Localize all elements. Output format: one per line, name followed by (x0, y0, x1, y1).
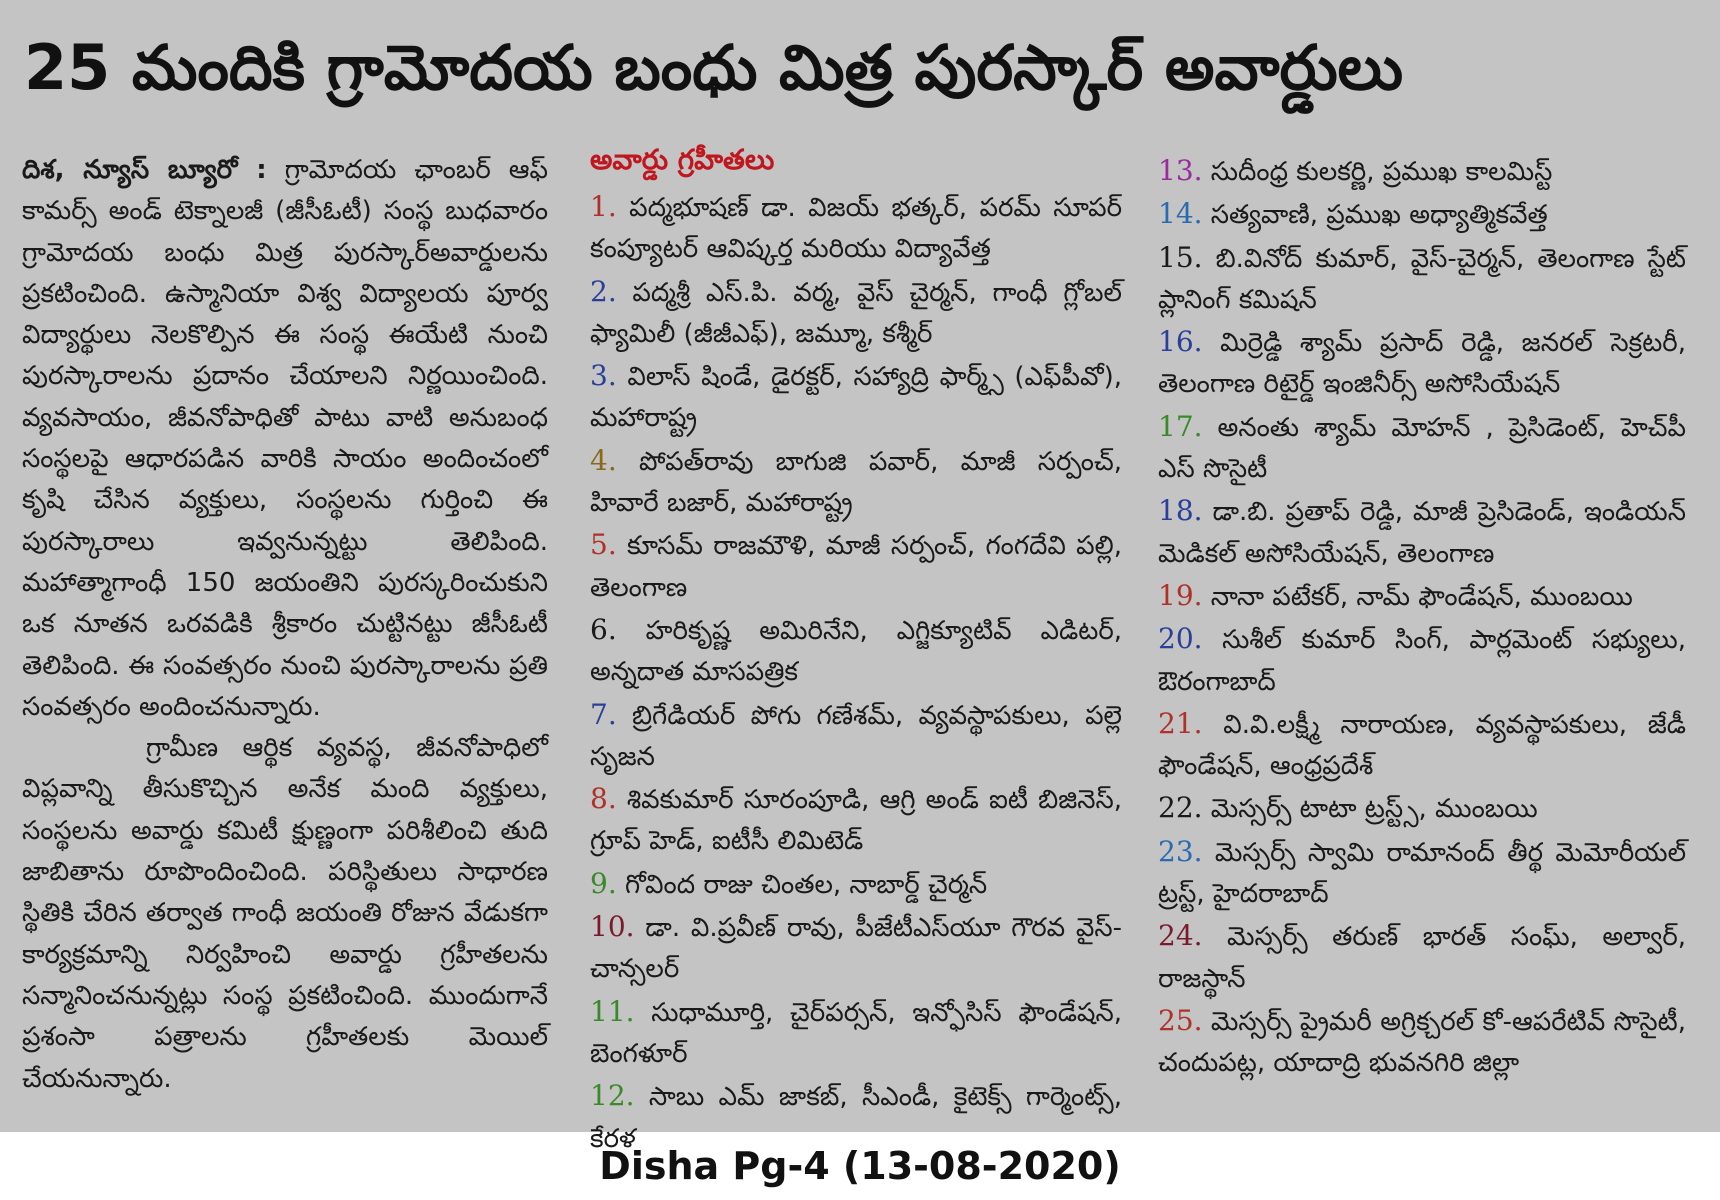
awardee-item (590, 906, 1122, 991)
awardee-text: బ్రిగేడియర్ పోగు గణేశమ్, వ్యవస్థాపకులు, పల్లె సృజన (590, 700, 1122, 772)
awardee-text: పోపత్‌రావు బాగుజి పవార్, మాజీ సర్పంచ్, హివారే బజార్, మహారాష్ట్ర (590, 446, 1122, 519)
awardee-item (590, 778, 1122, 863)
awardee-item (1158, 787, 1686, 830)
awardee-text: మిర్రెడ్డి శ్యామ్ ప్రసాద్ రెడ్డి, జనరల్ సెక్రటరీ, తెలంగాణ రిటైర్డ్ ఇంజినీర్స్ అసోసియేషన్ (1158, 328, 1686, 400)
awardee-item (590, 186, 1122, 271)
awardee-item (1158, 321, 1686, 406)
awardee-item (1158, 831, 1686, 916)
awardee-item (590, 271, 1122, 356)
byline: దిశ, న్యూస్ బ్యూరో : (22, 155, 267, 185)
awardee-text: విలాస్ షిండే, డైరక్టర్, సహ్యాద్రి ఫార్మ్స్ (ఎఫ్‌పీవో), మహారాష్ట్ర (590, 362, 1122, 434)
awardee-number: 22. (1158, 791, 1203, 825)
awardee-text: సుధామూర్తి, చైర్‌పర్సన్, ఇన్ఫోసిస్ ఫౌండేషన్, బెంగళూర్ (590, 997, 1122, 1069)
awardee-item (1158, 915, 1686, 1000)
awardee-number: 2. (590, 274, 617, 308)
awardee-item (1158, 237, 1686, 322)
article-paragraph-1 (22, 150, 548, 728)
awardee-text: సాబు ఎమ్ జాకబ్, సీఎండీ, కైటెక్స్ గార్మెంట్స్, కేరళ (590, 1082, 1122, 1154)
awardee-item (1158, 1000, 1686, 1085)
awardee-item (1158, 193, 1686, 236)
awardee-number: 14. (1158, 197, 1203, 231)
awardee-text: శివకుమార్ సూరంపూడి, ఆగ్రి అండ్ ఐటీ బిజినెస్, గ్రూప్ హెడ్, ఐటీసీ లిమిటెడ్ (590, 785, 1122, 857)
awardee-number: 15. (1158, 240, 1203, 274)
awardee-text: వి.వి.లక్ష్మీ నారాయణ, వ్యవస్థాపకులు, జేడీ ఫౌండేషన్, ఆంధ్రప్రదేశ్ (1158, 709, 1686, 782)
awardee-number: 13. (1158, 154, 1203, 187)
awardees-column-2 (1158, 150, 1686, 1085)
awardees-column-1 (590, 138, 1122, 1160)
awardee-item (590, 440, 1122, 525)
awardee-text: నానా పటేకర్, నామ్ ఫౌండేషన్, ముంబయి (1202, 581, 1633, 612)
awardee-item (590, 524, 1122, 609)
awardee-number: 12. (590, 1079, 635, 1113)
awardee-number: 6. (590, 612, 617, 646)
awardee-number: 20. (1158, 622, 1203, 656)
awardee-number: 18. (1158, 494, 1203, 528)
awardee-text: మెస్సర్స్ స్వామి రామానంద్ తీర్థ మెమోరీయల్ ట్రస్ట్, హైదరాబాద్ (1158, 837, 1686, 910)
awardee-number: 11. (590, 994, 635, 1028)
awardee-item (1158, 703, 1686, 788)
awardee-list (590, 186, 1122, 1160)
awardee-list-continued (1158, 150, 1686, 1085)
article-text-1: గ్రామోదయ ఛాంబర్ ఆఫ్ కామర్స్ అండ్ టెక్నాలజీ (జీసీఓటీ) సంస్థ బుధవారం గ్రామోదయ బంధు మిత్ర పురస్కార్అవార్డులను ప్రకటించింది. ఉస్మానియా విశ్వ విద్యాలయ పూర్వ విద్యార్థులు నెలకొల్పిన ఈ సంస్థ ఈయేటి నుంచి పురస్కారాలను ప్రదానం చేయాలని నిర్ణయించింది. వ్యవసాయం, జీవనోపాధితో పాటు వాటి అనుబంధ సంస్థలపై ఆధారపడిన వారికి సాయం అందించంలో కృషి చేసిన వ్యక్తులు, సంస్థలను గుర్తించి ఈ పురస్కారాలు ఇవ్వనున్నట్టు తెలిపింది. మహాత్మాగాంధీ 150 జయంతిని పురస్కరించుకుని ఒక నూతన ఒరవడికి శ్రీకారం చుట్టినట్టు జీసీఓటీ తెలిపింది. ఈ సంవత్సరం నుంచి పురస్కారాలను ప్రతి సంవత్సరం అందించనున్నారు. (22, 155, 548, 722)
awardee-item (1158, 406, 1686, 491)
awardee-number: 17. (1158, 409, 1203, 443)
article-paragraph-2: గ్రామీణ ఆర్థిక వ్యవస్థ, జీవనోపాధిలో విప్లవాన్ని తీసుకొచ్చిన అనేక మంది వ్యక్తులు, సంస్థలను అవార్డు కమిటీ క్షుణ్ణంగా పరిశీలించి తుది జాబితాను రూపొందించింది. పరిస్థితులు సాధారణ స్థితికి చేరిన తర్వాత గాంధీ జయంతి రోజున వేడుకగా కార్యక్రమాన్ని నిర్వహించి అవార్డు గ్రహీతలను సన్మానించనున్నట్లు సంస్థ ప్రకటించింది. ముందుగానే ప్రశంసా పత్రాలను గ్రహీతలకు మెయిల్ చేయనున్నారు. (22, 733, 548, 1094)
awardee-text: పద్మభూషణ్ డా. విజయ్ భత్కర్, పరమ్ సూపర్ కంప్యూటర్ ఆవిష్కర్త మరియు విద్యావేత్త (590, 193, 1122, 265)
awardee-number: 19. (1158, 578, 1203, 612)
awardee-text: మెస్సర్స్ ప్రైమరీ అగ్రిక్చరల్ కో-ఆపరేటివ్ సొసైటీ, చందుపట్ల, యాదాద్రి భువనగిరి జిల్లా (1158, 1006, 1686, 1079)
awardee-number: 1. (590, 190, 617, 223)
awardee-number: 25. (1158, 1003, 1203, 1037)
awardee-item (590, 609, 1122, 694)
awardee-item (1158, 618, 1686, 703)
awardee-number: 10. (590, 910, 635, 944)
awardee-number: 21. (1158, 706, 1203, 740)
awardee-number: 4. (590, 443, 617, 477)
awardee-text: గోవింద రాజు చింతల, నాబార్డ్ చైర్మన్ (616, 869, 988, 900)
awardee-text: మెస్సర్స్ తరుణ్ భారత్ సంఘ్, అల్వార్, రాజస్థాన్ (1158, 922, 1686, 994)
awardee-number: 23. (1158, 834, 1203, 868)
awardee-number: 8. (590, 782, 617, 816)
awardee-text: అనంతు శ్యామ్ మోహన్ , ప్రెసిడెంట్, హెచ్‌పీ ఎస్ సొసైటీ (1158, 412, 1686, 485)
awardee-text: పద్మశ్రీ ఎస్.పి. వర్మ, వైస్ చైర్మన్, గాంధీ గ్లోబల్ ఫ్యామిలీ (జీజీఎఫ్), జమ్మూ, కశ్మీర్ (590, 277, 1122, 349)
awardee-item (590, 694, 1122, 779)
source-caption: Disha Pg-4 (13-08-2020) (599, 1144, 1121, 1188)
awardee-item (1158, 490, 1686, 575)
awardee-number: 7. (590, 697, 617, 731)
awardee-text: డా.బి. ప్రతాప్ రెడ్డి, మాజీ ప్రెసిడెండ్, ఇండియన్ మెడికల్ అసోసియేషన్, తెలంగాణ (1158, 497, 1686, 569)
awardee-text: సుశీల్ కుమార్ సింగ్, పార్లమెంట్ సభ్యులు, ఔరంగాబాద్ (1158, 625, 1686, 697)
awardee-text: సుదీంధ్ర కులకర్ణి, ప్రముఖ కాలమిస్ట్ (1202, 157, 1553, 187)
awardees-heading: అవార్డు గ్రహీతలు (590, 143, 775, 176)
awardee-text: సత్యవాణి, ప్రముఖ అధ్యాత్మికవేత్త (1202, 200, 1548, 231)
awardee-text: బి.వినోద్ కుమార్, వైస్-చైర్మన్, తెలంగాణ స్టేట్ ప్లానింగ్ కమిషన్ (1158, 243, 1686, 315)
awardee-item (590, 863, 1122, 906)
awardee-number: 24. (1158, 919, 1203, 953)
awardee-item (590, 355, 1122, 440)
headline: 25 మందికి గ్రామోదయ బంధు మిత్ర పురస్కార్ అవార్డులు (24, 31, 1404, 104)
awardee-text: హరికృష్ణ అమిరినేని, ఎగ్జిక్యూటివ్ ఎడిటర్, అన్నదాత మాసపత్రిక (590, 615, 1122, 688)
awardee-text: డా. వి.ప్రవీణ్ రావు, పీజేటీఎస్‌యూ గౌరవ వైస్-చాన్సలర్ (590, 913, 1122, 985)
awardee-text: మెస్సర్స్ టాటా ట్రస్ట్స్, ముంబయి (1202, 794, 1538, 825)
awardee-text: కూసమ్ రాజమౌళి, మాజీ సర్పంచ్, గంగదేవి పల్లి, తెలంగాణ (590, 531, 1122, 603)
awardee-number: 5. (590, 528, 617, 562)
awardee-number: 16. (1158, 325, 1203, 359)
awardee-item (1158, 575, 1686, 618)
awardee-item (1158, 150, 1686, 193)
awardee-number: 9. (590, 866, 617, 900)
article-column (22, 150, 548, 1100)
awardee-item (590, 991, 1122, 1076)
awardee-number: 3. (590, 359, 617, 393)
